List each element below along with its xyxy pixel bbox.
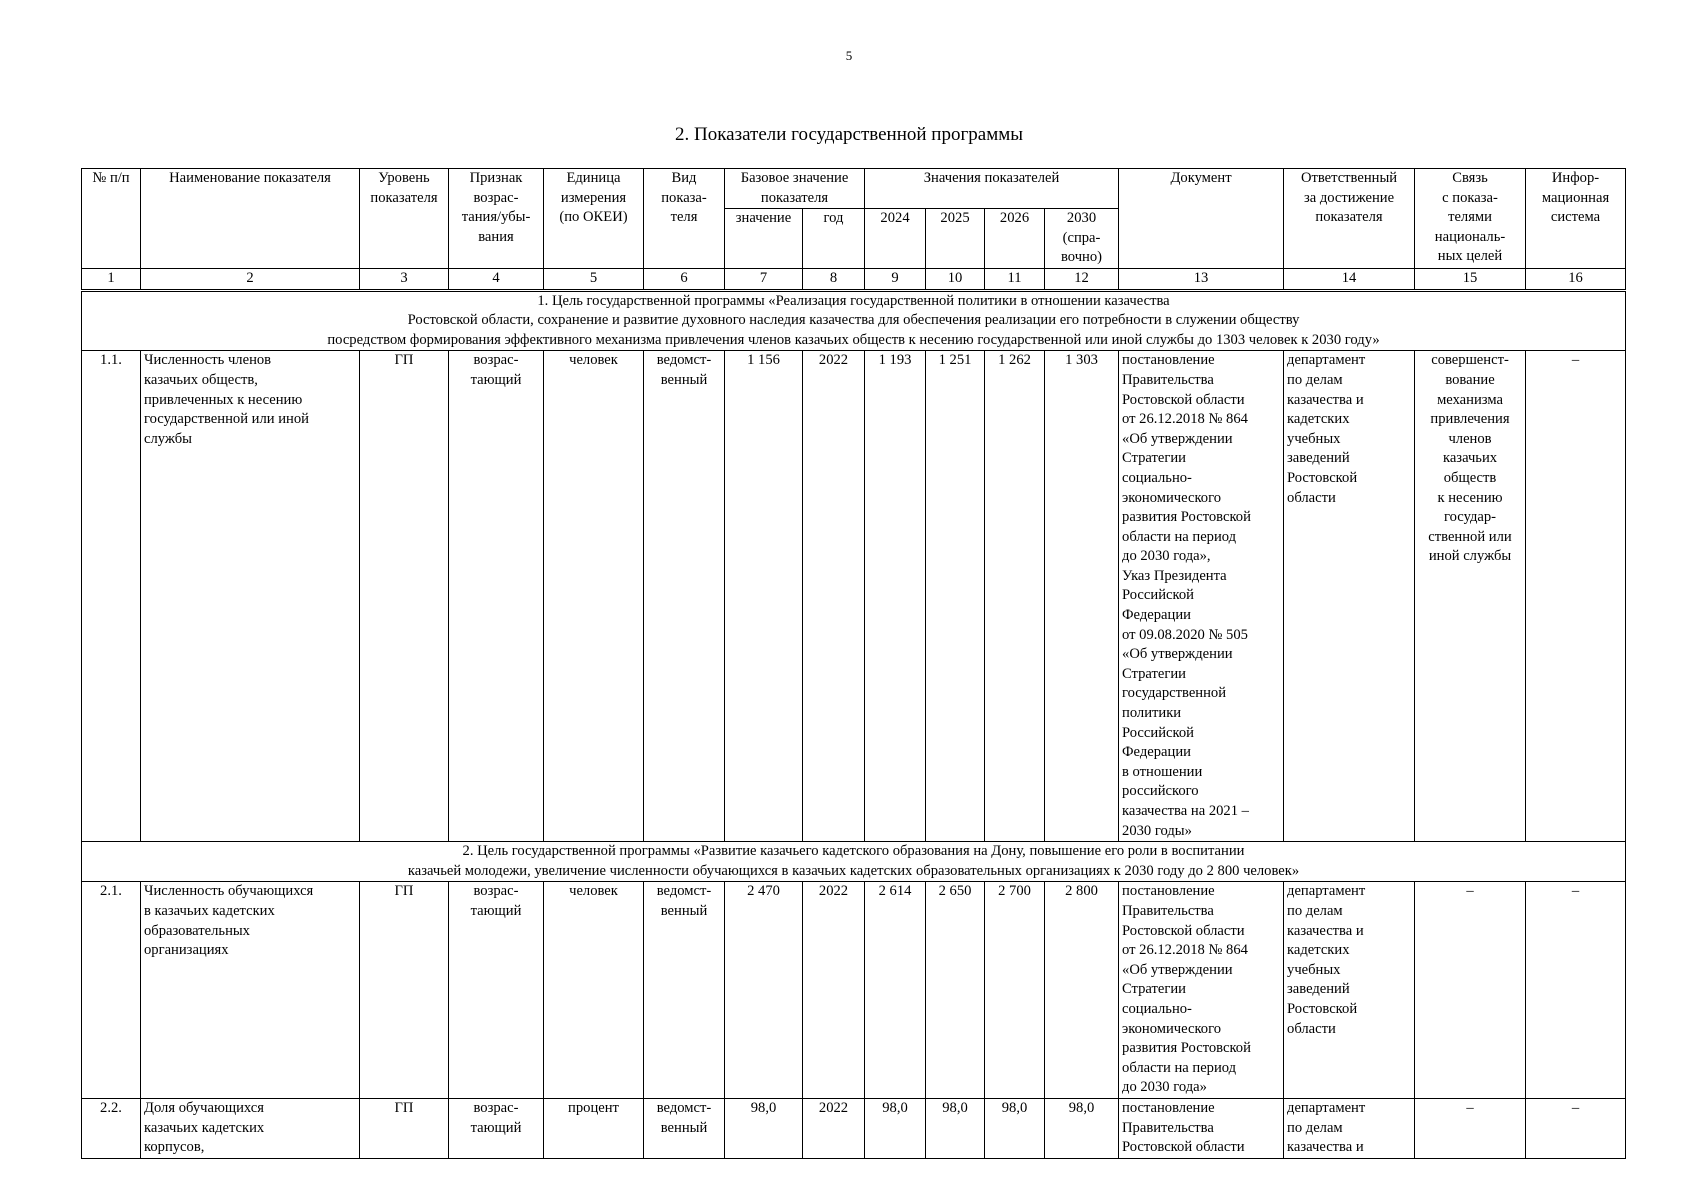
row-2026: 1 262: [985, 351, 1045, 842]
header-link: Связь с показа- телями националь- ных целей: [1415, 169, 1526, 269]
col-number: 3: [360, 268, 449, 290]
row-link: –: [1415, 1098, 1526, 1158]
row-base-year: 2022: [803, 882, 865, 1099]
col-number: 16: [1526, 268, 1626, 290]
row-link: совершенст- вование механизма привлечения членов казачьих обществ к несению государ- ственной или иной службы: [1415, 351, 1526, 842]
row-link: –: [1415, 882, 1526, 1099]
header-name: Наименование показателя: [141, 169, 360, 269]
row-responsible: департамент по делам казачества и кадетских учебных заведений Ростовской области: [1284, 882, 1415, 1099]
page-number: 5: [845, 48, 853, 63]
table-row: [82, 882, 1626, 1099]
row-base-year: 2022: [803, 351, 865, 842]
header-values: Значения показателей: [865, 169, 1119, 209]
header-2024: 2024: [865, 209, 926, 269]
row-base-year: 2022: [803, 1098, 865, 1158]
row-level: ГП: [360, 351, 449, 842]
row-level: ГП: [360, 882, 449, 1099]
table-row: [82, 1098, 1626, 1158]
row-num: 2.1.: [82, 882, 141, 1099]
row-base-value: 2 470: [725, 882, 803, 1099]
header-base-value: значение: [725, 209, 803, 269]
row-unit: процент: [544, 1098, 644, 1158]
page-title: 2. Показатели государственной программы: [674, 124, 1024, 145]
row-2026: 2 700: [985, 882, 1045, 1099]
row-2025: 2 650: [926, 882, 985, 1099]
indicators-table: [81, 168, 1626, 1159]
row-info: –: [1526, 351, 1626, 842]
row-name: Численность членов казачьих обществ, привлеченных к несению государственной или иной службы: [141, 351, 360, 842]
row-info: –: [1526, 1098, 1626, 1158]
table-row: [82, 351, 1626, 842]
header-base: Базовое значение показателя: [725, 169, 865, 209]
row-kind: ведомст- венный: [644, 1098, 725, 1158]
header-responsible: Ответственный за достижение показателя: [1284, 169, 1415, 269]
row-2024: 2 614: [865, 882, 926, 1099]
row-2030: 98,0: [1045, 1098, 1119, 1158]
header-2026: 2026: [985, 209, 1045, 269]
row-responsible: департамент по делам казачества и кадетских учебных заведений Ростовской области: [1284, 351, 1415, 842]
col-number: 8: [803, 268, 865, 290]
column-numbers-row: [82, 268, 1626, 290]
col-number: 6: [644, 268, 725, 290]
col-number: 7: [725, 268, 803, 290]
header-document: Документ: [1119, 169, 1284, 269]
header-base-year: год: [803, 209, 865, 269]
row-name: Численность обучающихся в казачьих кадетских образовательных организациях: [141, 882, 360, 1099]
row-document: постановление Правительства Ростовской области от 26.12.2018 № 864 «Об утверждении Стратегии социально- экономического развития Ростовской области на период до 2030 года»: [1119, 882, 1284, 1099]
row-2024: 1 193: [865, 351, 926, 842]
row-kind: ведомст- венный: [644, 882, 725, 1099]
row-base-value: 98,0: [725, 1098, 803, 1158]
row-info: –: [1526, 882, 1626, 1099]
row-sign: возрас- тающий: [449, 351, 544, 842]
row-2030: 2 800: [1045, 882, 1119, 1099]
row-num: 2.2.: [82, 1098, 141, 1158]
header-2030: 2030 (спра- вочно): [1045, 209, 1119, 269]
row-sign: возрас- тающий: [449, 882, 544, 1099]
row-document: постановление Правительства Ростовской области от 26.12.2018 № 864 «Об утверждении Стратегии социально- экономического развития Ростовской области на период до 2030 года», Указ Президента Российской Федерации от 09.08.2020 № 505 «Об утверждении Стратегии государственной политики Российской Федерации в отношении российского казачества на 2021 – 2030 годы»: [1119, 351, 1284, 842]
header-2025: 2025: [926, 209, 985, 269]
goal-1: 1. Цель государственной программы «Реализация государственной политики в отношении казачества Ростовской области, сохранение и развитие духовного наследия казачества для обеспечения реализации его потребности в служении обществу посредством формирования эффективного механизма привлечения членов казачьих обществ к несению государственной или иной службы до 1303 человек к 2030 году»: [82, 290, 1626, 351]
row-responsible: департамент по делам казачества и: [1284, 1098, 1415, 1158]
row-level: ГП: [360, 1098, 449, 1158]
row-name: Доля обучающихся казачьих кадетских корпусов,: [141, 1098, 360, 1158]
col-number: 12: [1045, 268, 1119, 290]
col-number: 11: [985, 268, 1045, 290]
col-number: 14: [1284, 268, 1415, 290]
row-2026: 98,0: [985, 1098, 1045, 1158]
col-number: 1: [82, 268, 141, 290]
col-number: 9: [865, 268, 926, 290]
row-base-value: 1 156: [725, 351, 803, 842]
col-number: 2: [141, 268, 360, 290]
col-number: 10: [926, 268, 985, 290]
row-2025: 1 251: [926, 351, 985, 842]
header-kind: Вид показа- теля: [644, 169, 725, 269]
row-2030: 1 303: [1045, 351, 1119, 842]
row-2025: 98,0: [926, 1098, 985, 1158]
header-unit: Единица измерения (по ОКЕИ): [544, 169, 644, 269]
row-unit: человек: [544, 882, 644, 1099]
col-number: 13: [1119, 268, 1284, 290]
header-level: Уровень показателя: [360, 169, 449, 269]
header-info: Инфор- мационная система: [1526, 169, 1626, 269]
header-sign: Признак возрас- тания/убы- вания: [449, 169, 544, 269]
col-number: 15: [1415, 268, 1526, 290]
col-number: 5: [544, 268, 644, 290]
goal-2: 2. Цель государственной программы «Развитие казачьего кадетского образования на Дону, повышение его роли в воспитании казачьей молодежи, увеличение численности обучающихся в казачьих кадетских образовательных организациях к 2030 году до 2 800 человек»: [82, 842, 1626, 882]
header-num: № п/п: [82, 169, 141, 269]
row-unit: человек: [544, 351, 644, 842]
row-2024: 98,0: [865, 1098, 926, 1158]
row-kind: ведомст- венный: [644, 351, 725, 842]
row-num: 1.1.: [82, 351, 141, 842]
row-document: постановление Правительства Ростовской области: [1119, 1098, 1284, 1158]
row-sign: возрас- тающий: [449, 1098, 544, 1158]
col-number: 4: [449, 268, 544, 290]
